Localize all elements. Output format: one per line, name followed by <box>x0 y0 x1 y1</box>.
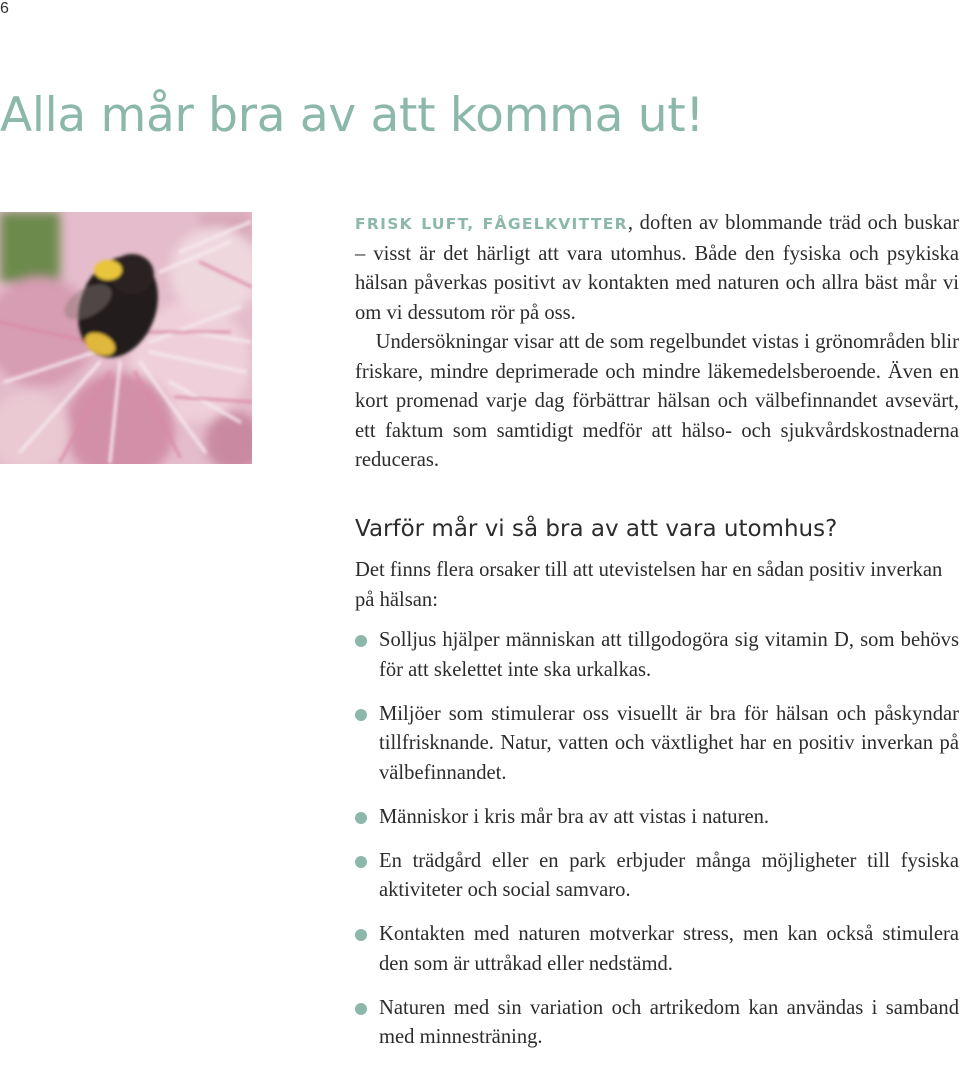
list-item-text: Kontakten med naturen motverkar stress, men kan också stimulera den som är uttråkad eller nedstämd. <box>379 923 959 975</box>
section-heading: Varför mår vi så bra av att vara utomhus? <box>355 516 838 542</box>
bullet-list <box>355 626 959 1067</box>
list-item-text: Människor i kris mår bra av att vistas i naturen. <box>379 805 770 828</box>
list-item <box>355 847 959 906</box>
list-item <box>355 803 959 833</box>
bullet-dot-icon <box>355 709 367 721</box>
list-item-text: Miljöer som stimulerar oss visuellt är bra för hälsan och påskyndar tillfrisknande. Natur, vatten och växtlighet har en positiv inverkan på välbefinnandet. <box>379 702 959 784</box>
lead-paragraph-2: Undersökningar visar att de som regelbundet vistas i grönområden blir friskare, mindre deprimerade och mindre läkemedelsberoende. Även en kort promenad varje dag förbättrar hälsan och välbefinnandet avsevärt, ett faktum som samtidigt medför att hälso- och sjukvårdskostnaderna reduceras. <box>355 331 959 471</box>
bullet-dot-icon <box>355 812 367 824</box>
list-item-text: En trädgård eller en park erbjuder många möjligheter till fysiska aktiviteter och social samvaro. <box>379 849 959 901</box>
bullet-dot-icon <box>355 856 367 868</box>
list-item-text: Naturen med sin variation och artrikedom kan användas i samband med minnesträning. <box>379 996 959 1048</box>
bullet-dot-icon <box>355 1003 367 1015</box>
list-item <box>355 920 959 979</box>
section-intro-text: Det finns flera orsaker till att utevistelsen har en sådan positiv inverkan på hälsan: <box>355 559 943 611</box>
bullet-dot-icon <box>355 635 367 647</box>
lead-text <box>355 209 959 476</box>
section-intro <box>355 556 959 615</box>
page-number: 6 <box>0 0 9 17</box>
lead-paragraph-1-text: , doften av blommande träd och buskar – visst är det härligt att vara utomhus. Både den fysiska och psykiska hälsan påverkas positivt av kontakten med naturen och allra bäst mår vi om vi dessutom rör på oss. <box>355 212 959 324</box>
lead-caps: FRISK LUFT, FÅGELKVITTER <box>355 215 628 233</box>
bullet-dot-icon <box>355 929 367 941</box>
list-item <box>355 700 959 789</box>
lead-paragraph-1 <box>355 209 959 328</box>
list-item <box>355 626 959 685</box>
list-item <box>355 994 959 1053</box>
page-title: Alla mår bra av att komma ut! <box>0 88 704 143</box>
list-item-text: Solljus hjälper människan att tillgodogöra sig vitamin D, som behövs för att skelettet inte ska urkalkas. <box>379 629 959 681</box>
bumblebee-flower-photo <box>0 212 252 464</box>
